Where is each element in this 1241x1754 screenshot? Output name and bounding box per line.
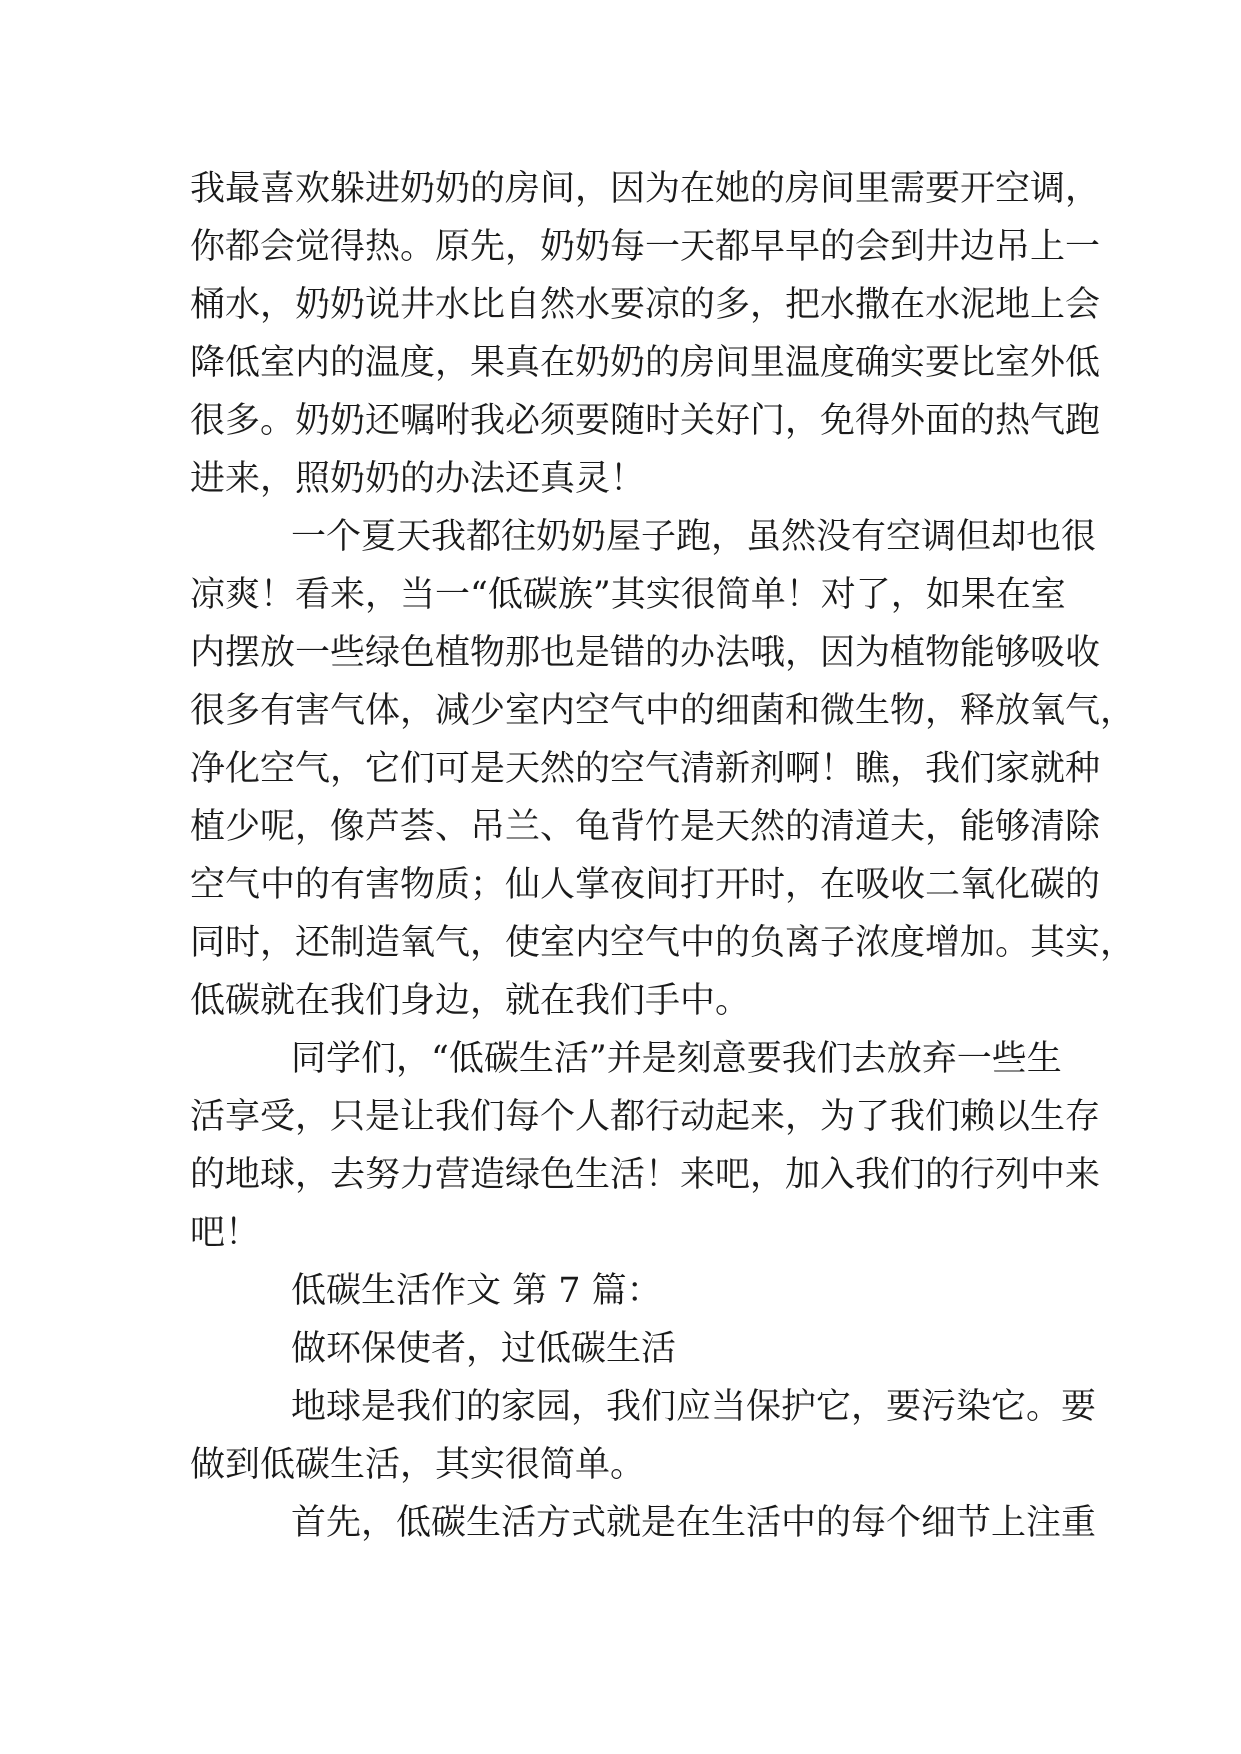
- text-line: 吧！: [190, 1213, 261, 1253]
- text-line: 很多。奶奶还嘱咐我必须要随时关好门，免得外面的热气跑: [190, 401, 1101, 441]
- text-line: 植少呢，像芦荟、吊兰、龟背竹是天然的清道夫，能够清除: [190, 807, 1101, 847]
- text-line: 我最喜欢躲进奶奶的房间，因为在她的房间里需要开空调，: [190, 169, 1101, 209]
- text-line: 一个夏天我都往奶奶屋子跑，虽然没有空调但却也很: [291, 517, 1097, 557]
- text-line: 同时，还制造氧气，使室内空气中的负离子浓度增加。其实，: [190, 923, 1136, 963]
- text-line: 的地球，去努力营造绿色生活！来吧，加入我们的行列中来: [190, 1155, 1101, 1195]
- paragraph-classmates: [190, 1030, 1101, 1262]
- text-line: 你都会觉得热。原先，奶奶每一天都早早的会到井边吊上一: [190, 227, 1101, 267]
- paragraph-plants: [190, 508, 1136, 1030]
- text-line: 很多有害气体，减少室内空气中的细菌和微生物，释放氧气，: [190, 691, 1136, 731]
- text-line: 净化空气，它们可是天然的空气清新剂啊！瞧，我们家就种: [190, 749, 1101, 789]
- text-line: 做环保使者，过低碳生活: [291, 1329, 677, 1369]
- text-line: 进来，照奶奶的办法还真灵！: [190, 459, 646, 499]
- text-line: 内摆放一些绿色植物那也是错的办法哦，因为植物能够吸收: [190, 633, 1101, 673]
- paragraph-continuation: [190, 160, 1101, 508]
- text-line: 活享受，只是让我们每个人都行动起来，为了我们赖以生存: [190, 1097, 1101, 1137]
- paragraph-essay-title: [190, 1320, 1060, 1378]
- text-line: 地球是我们的家园，我们应当保护它，要污染它。要: [291, 1387, 1097, 1427]
- paragraph-first: [190, 1494, 1097, 1552]
- text-line: 同学们，“低碳生活”并是刻意要我们去放弃一些生: [291, 1039, 1062, 1079]
- text-line: 做到低碳生活，其实很简单。: [190, 1445, 646, 1485]
- text-line: 空气中的有害物质；仙人掌夜间打开时，在吸收二氧化碳的: [190, 865, 1101, 905]
- paragraph-essay-heading: [190, 1262, 1060, 1320]
- text-line: 凉爽！看来，当一“低碳族”其实很简单！对了，如果在室: [190, 575, 1066, 615]
- text-line: 首先，低碳生活方式就是在生活中的每个细节上注重: [291, 1503, 1097, 1543]
- paragraph-earth: [190, 1378, 1097, 1494]
- text-line: 低碳就在我们身边，就在我们手中。: [190, 981, 751, 1021]
- text-line: 低碳生活作文 第 7 篇：: [291, 1271, 662, 1311]
- text-line: 桶水，奶奶说井水比自然水要凉的多，把水撒在水泥地上会: [190, 285, 1101, 325]
- body-text: [190, 160, 1136, 1552]
- text-line: 降低室内的温度，果真在奶奶的房间里温度确实要比室外低: [190, 343, 1101, 383]
